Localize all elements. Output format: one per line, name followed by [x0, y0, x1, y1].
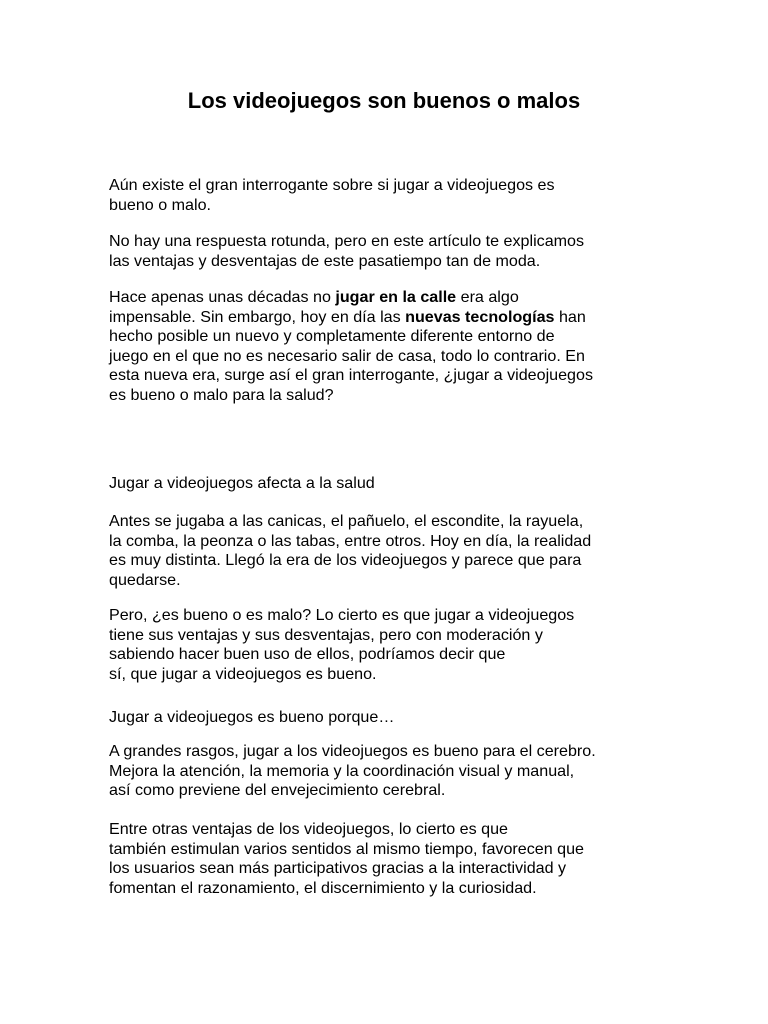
text-line: esta nueva era, surge así el gran interrogante, ¿jugar a videojuegos: [109, 366, 594, 385]
bold-phrase: nuevas tecnologías: [405, 307, 555, 326]
text-line: Mejora la atención, la memoria y la coordinación visual y manual,: [109, 761, 575, 780]
text-line: los usuarios sean más participativos gracias a la interactividad y: [109, 859, 567, 878]
text-line: fomentan el razonamiento, el discernimiento y la curiosidad.: [109, 878, 537, 897]
text-line: Aún existe el gran interrogante sobre si jugar a videojuegos es: [109, 176, 555, 194]
text-line: A grandes rasgos, jugar a los videojuegos es bueno para el cerebro.: [109, 742, 596, 760]
bold-phrase: jugar en la calle: [335, 288, 457, 306]
text-line: Entre otras ventajas de los videojuegos, lo cierto es que: [109, 820, 509, 838]
text-line: las ventajas y desventajas de este pasatiempo tan de moda.: [109, 251, 541, 270]
paragraph-context: [109, 288, 669, 406]
section-heading-health: Jugar a videojuegos afecta a la salud: [109, 474, 375, 492]
text-run: impensable. Sin embargo, hoy en día las: [109, 307, 406, 326]
text-line: [109, 288, 669, 308]
paragraph-brain: [109, 742, 669, 801]
text-run: era algo: [456, 288, 519, 306]
text-run: Hace apenas unas décadas no: [109, 288, 336, 306]
document-title: Los videojuegos son buenos o malos: [187, 88, 581, 113]
paragraph-good-or-bad: [109, 606, 669, 684]
text-line: bueno o malo.: [109, 195, 212, 214]
text-line: No hay una respuesta rotunda, pero en este artículo te explicamos: [109, 232, 585, 250]
text-line: Pero, ¿es bueno o es malo? Lo cierto es que jugar a videojuegos: [109, 606, 575, 624]
text-line: Antes se jugaba a las canicas, el pañuelo, el escondite, la rayuela,: [109, 512, 584, 530]
text-line: así como previene del envejecimiento cerebral.: [109, 781, 446, 800]
text-line: la comba, la peonza o las tabas, entre otros. Hoy en día, la realidad: [109, 531, 592, 550]
text-line: juego en el que no es necesario salir de casa, todo lo contrario. En: [109, 346, 585, 365]
text-line: también estimulan varios sentidos al mismo tiempo, favorecen que: [109, 839, 584, 858]
text-line: [109, 308, 669, 328]
text-line: sí, que jugar a videojuegos es bueno.: [109, 664, 377, 683]
section-heading-good: Jugar a videojuegos es bueno porque…: [109, 708, 395, 726]
text-line: sabiendo hacer buen uso de ellos, podríamos decir que: [109, 645, 506, 664]
text-line: es muy distinta. Llegó la era de los videojuegos y parece que para: [109, 551, 582, 570]
text-line: quedarse.: [109, 570, 181, 589]
paragraph-advantages: [109, 820, 669, 898]
text-run: han: [554, 307, 586, 326]
text-line: tiene sus ventajas y sus desventajas, pero con moderación y: [109, 625, 543, 644]
text-line: hecho posible un nuevo y completamente diferente entorno de: [109, 327, 555, 346]
paragraph-games-past: [109, 512, 669, 590]
paragraph-answer: [109, 232, 669, 271]
text-line: es bueno o malo para la salud?: [109, 385, 334, 404]
paragraph-intro: [109, 176, 669, 215]
